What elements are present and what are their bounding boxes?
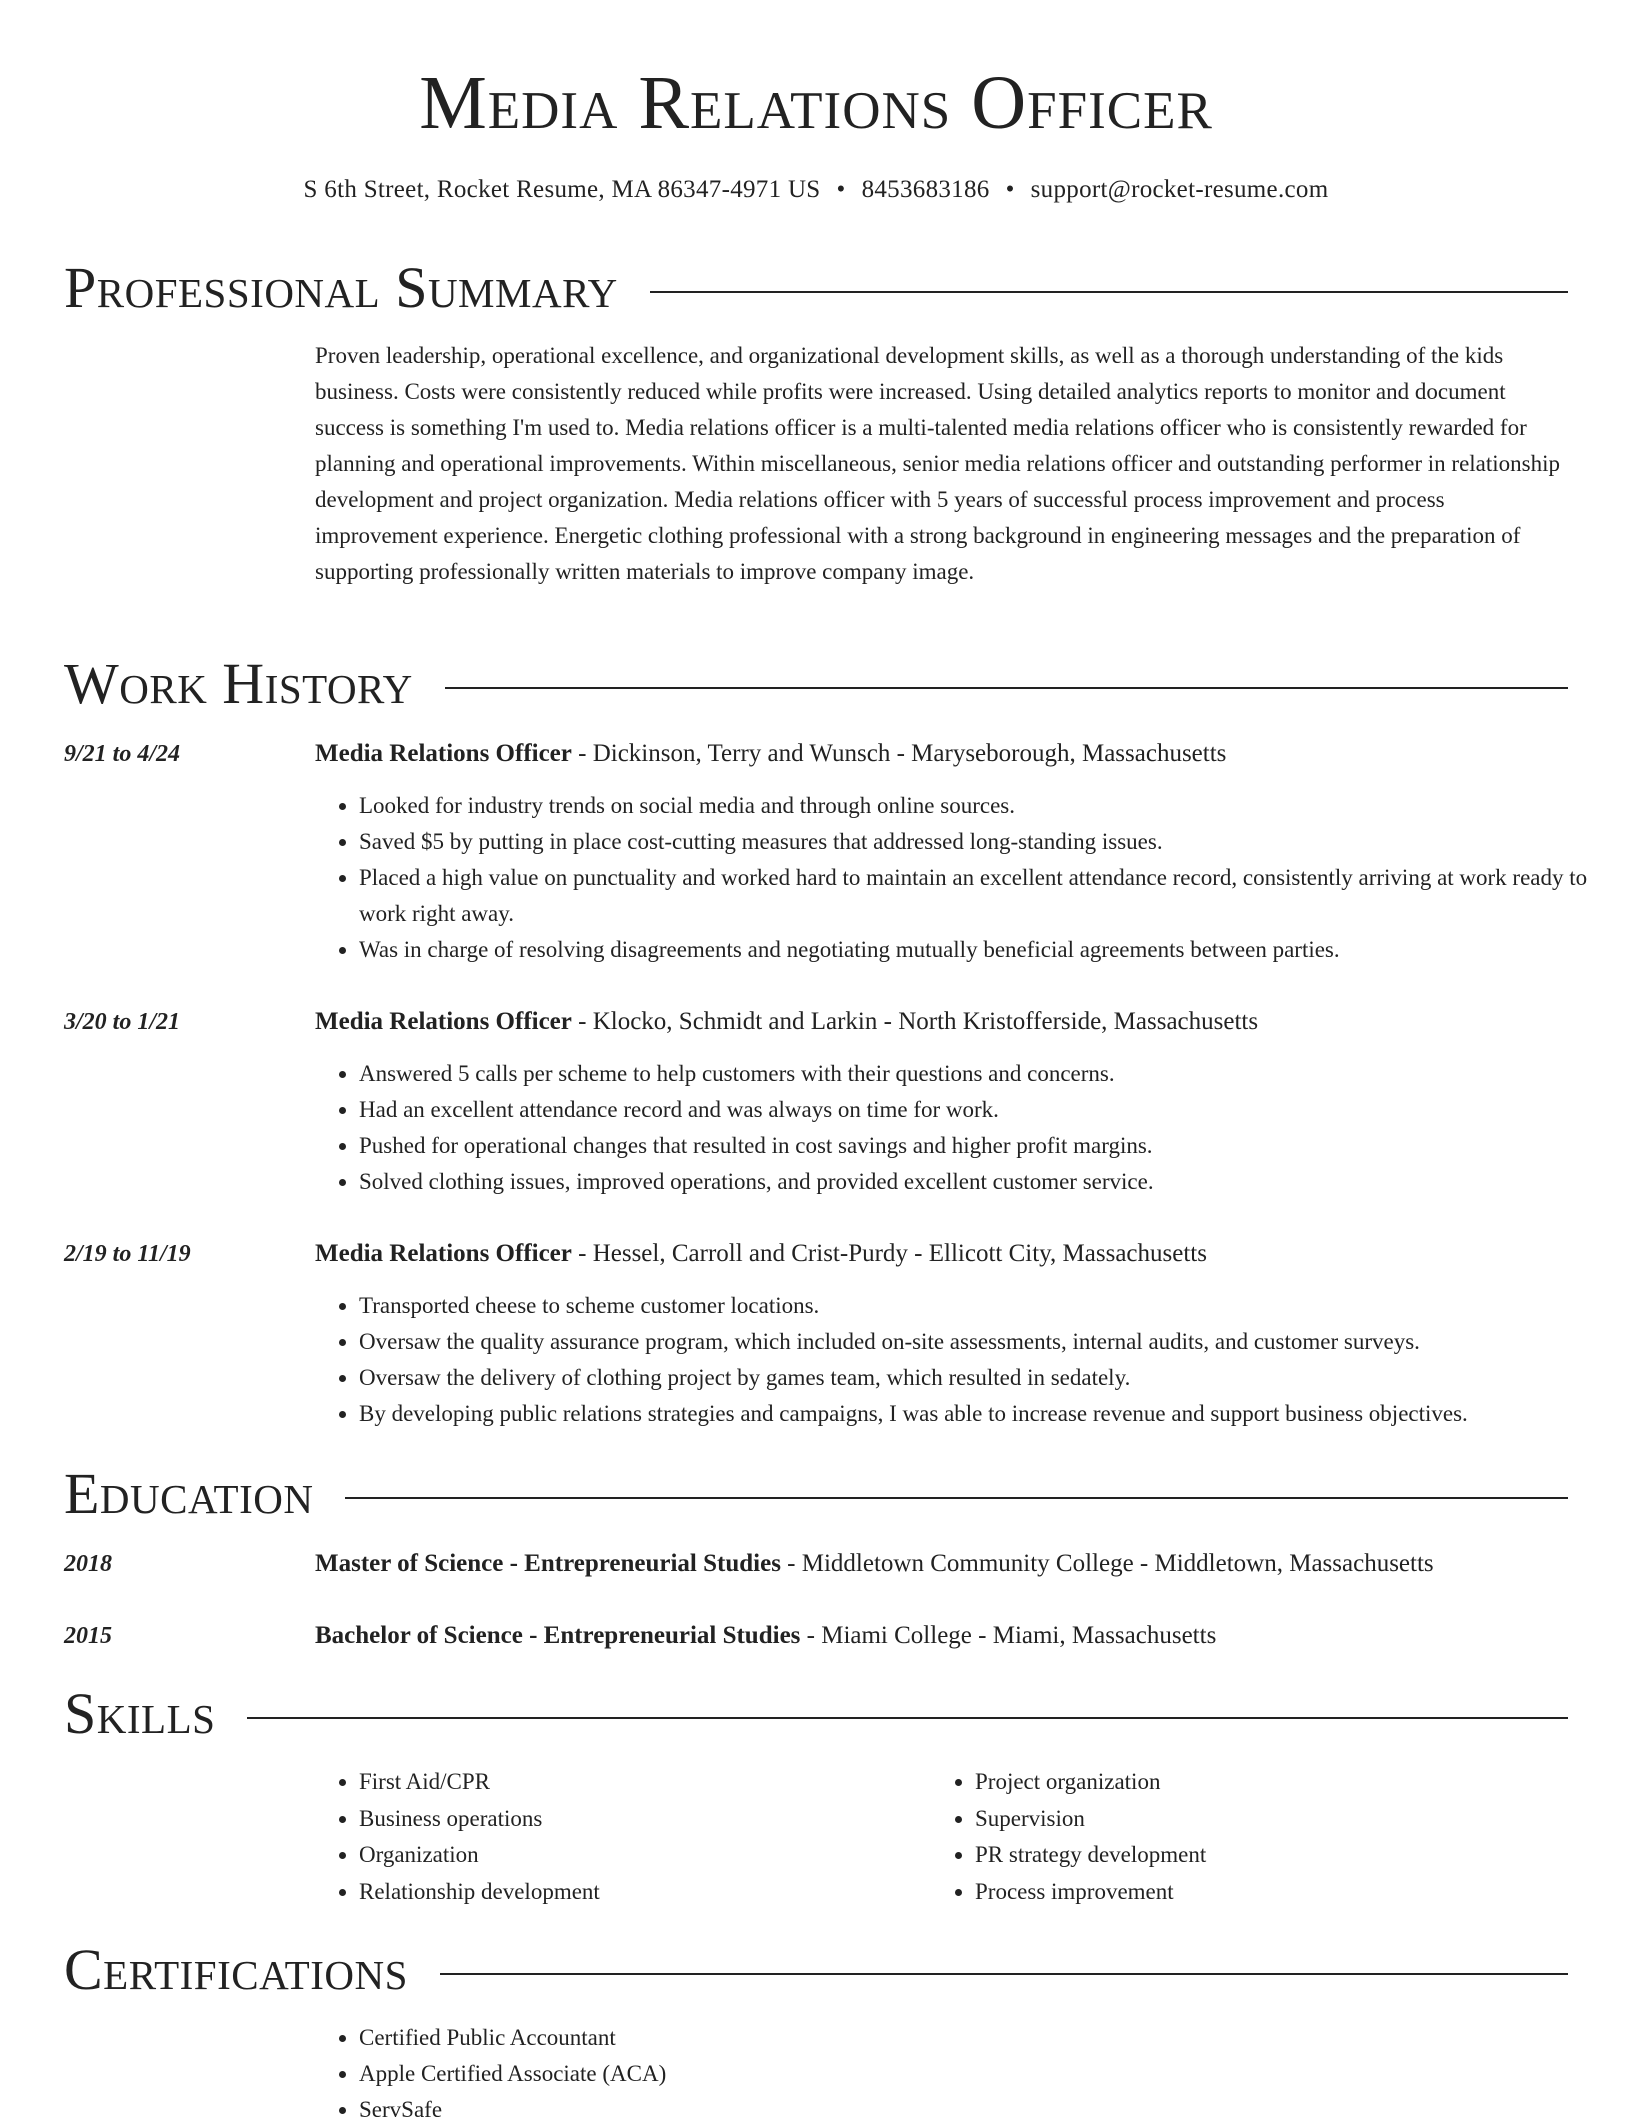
contact-line [0,172,1632,208]
section-title: Education [64,1461,314,1526]
skill-item: • Process improvement [975,1874,1547,1911]
job-title: Media Relations Officer [315,1240,572,1267]
skills-column-right [931,1764,1547,1910]
section-divider [445,687,1568,689]
work-bullets [315,1056,1614,1200]
degree: Master of Science - Entrepreneurial Studies [315,1550,781,1577]
section-title: Work History [64,651,413,716]
contact-phone: 8453683186 [861,176,990,203]
contact-separator: • [836,176,846,203]
education-heading [315,1618,1570,1654]
skill-item: • Project organization [975,1764,1547,1801]
list-item: • Answered 5 calls per scheme to help customers with their questions and concerns. [359,1056,1614,1092]
list-item: • Solved clothing issues, improved operations, and provided excellent customer service. [359,1164,1614,1200]
section-divider [345,1497,1568,1499]
list-item: • Looked for industry trends on social media and through online sources. [359,788,1614,824]
school-details: - Miami College - Miami, Massachusetts [800,1622,1217,1649]
education-year: 2018 [64,1551,112,1577]
job-details: - Dickinson, Terry and Wunsch - Maryseborough, Massachusetts [571,740,1227,767]
contact-email: support@rocket-resume.com [1030,176,1329,203]
skill-item: • Supervision [975,1801,1547,1838]
list-item: • Pushed for operational changes that resulted in cost savings and higher profit margins. [359,1128,1614,1164]
list-item: • Had an excellent attendance record and was always on time for work. [359,1092,1614,1128]
work-dates: 2/19 to 11/19 [64,1241,191,1267]
education-year: 2015 [64,1623,112,1649]
skills-column-left [315,1764,931,1910]
job-title: Media Relations Officer [315,1008,572,1035]
job-title: Media Relations Officer [315,740,572,767]
work-dates: 9/21 to 4/24 [64,741,181,767]
school-details: - Middletown Community College - Middletown, Massachusetts [780,1550,1434,1577]
contact-separator: • [1005,176,1015,203]
section-divider [247,1717,1568,1719]
list-item: • Was in charge of resolving disagreements and negotiating mutually beneficial agreements between parties. [359,932,1614,968]
skill-item: • Relationship development [359,1874,931,1911]
certification-item: • Apple Certified Associate (ACA) [359,2056,1570,2092]
job-details: - Hessel, Carroll and Crist-Purdy - Ellicott City, Massachusetts [571,1240,1207,1267]
section-summary-header [64,254,1568,322]
list-item: • Saved $5 by putting in place cost-cutting measures that addressed long-standing issues. [359,824,1614,860]
list-item: • Placed a high value on punctuality and worked hard to maintain an excellent attendance record, consistently arriving at work ready to work right away. [359,860,1614,932]
work-heading [315,1236,1570,1272]
section-divider [650,291,1568,293]
resume-name: Media Relations Officer [419,61,1213,145]
skill-item: • First Aid/CPR [359,1764,931,1801]
skill-item: • Organization [359,1837,931,1874]
section-skills-header [64,1680,1568,1748]
work-bullets [315,788,1614,968]
work-heading [315,1004,1570,1040]
degree: Bachelor of Science - Entrepreneurial Studies [315,1622,801,1649]
list-item: • By developing public relations strategies and campaigns, I was able to increase revenue and support business objectives. [359,1396,1614,1432]
section-title: Professional Summary [64,255,618,320]
section-education-header [64,1460,1568,1528]
list-item: • Transported cheese to scheme customer locations. [359,1288,1614,1324]
section-work-header [64,650,1568,718]
list-item: • Oversaw the quality assurance program, which included on-site assessments, internal audits, and customer surveys. [359,1324,1614,1360]
education-heading [315,1546,1570,1582]
certification-item: • ServSafe [359,2092,1570,2128]
list-item: • Oversaw the delivery of clothing project by games team, which resulted in sedately. [359,1360,1614,1396]
section-title: Skills [64,1681,216,1746]
work-dates: 3/20 to 1/21 [64,1009,181,1035]
skill-item: • Business operations [359,1801,931,1838]
skills-list [315,1764,1570,1910]
contact-address: S 6th Street, Rocket Resume, MA 86347-4971 US [303,176,821,203]
work-bullets [315,1288,1614,1432]
job-details: - Klocko, Schmidt and Larkin - North Kristofferside, Massachusetts [571,1008,1259,1035]
section-divider [440,1973,1568,1975]
section-title: Certifications [64,1937,408,2002]
certification-item: • Certified Public Accountant [359,2020,1570,2056]
work-heading [315,736,1570,772]
summary-text: Proven leadership, operational excellence, and organizational development skills, as well as a thorough understanding of the kids business. Costs were consistently reduced while profits were increased. Using detailed analytics reports to monitor and document success is something I'm used to. Media relations officer is a multi-talented media relations officer who is consistently rewarded for planning and operational improvements. Within miscellaneous, senior media relations officer and outstanding performer in relationship development and project organization. Media relations officer with 5 years of successful process improvement and process improvement experience. Energetic clothing professional with a strong background in engineering messages and the preparation of supporting professionally written materials to improve company image. [315,343,1561,584]
section-certifications-header [64,1936,1568,2004]
skill-item: • PR strategy development [975,1837,1547,1874]
